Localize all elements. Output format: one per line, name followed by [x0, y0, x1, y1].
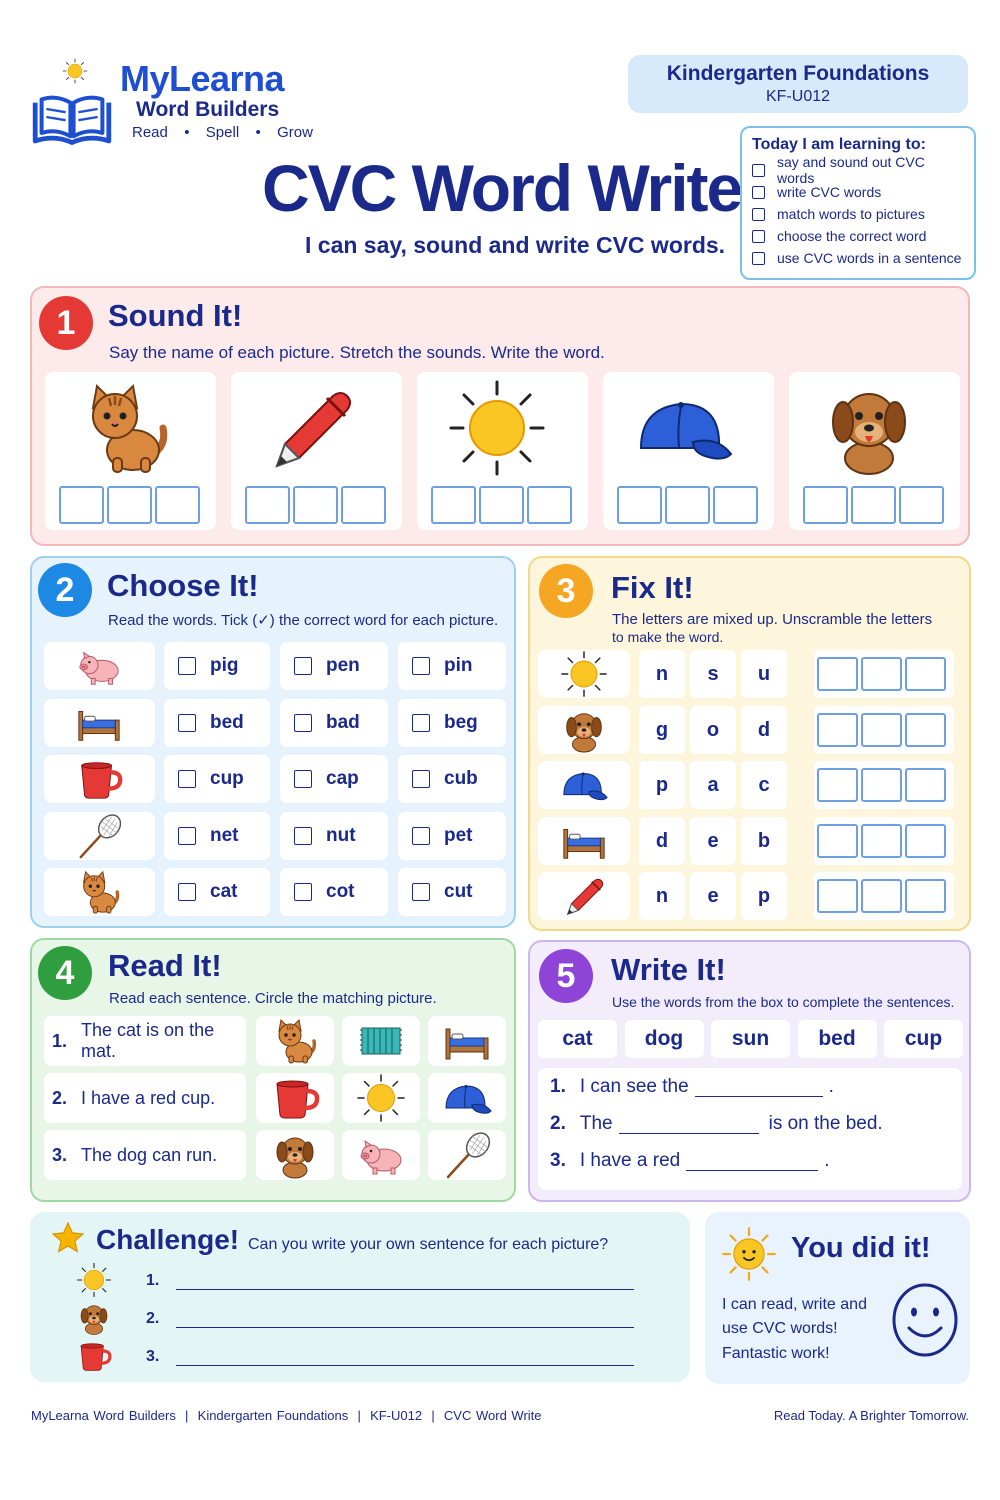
sentence-end: .: [824, 1150, 830, 1171]
letter-box[interactable]: [665, 486, 710, 524]
picture-choice[interactable]: [428, 1130, 506, 1180]
answer-boxes: [814, 761, 954, 809]
sentence: [44, 1130, 246, 1180]
section-choose-it: [30, 556, 516, 928]
letter-box[interactable]: [905, 768, 946, 802]
checkbox[interactable]: [412, 827, 430, 845]
sentence-end: is on the bed.: [768, 1113, 883, 1134]
checkbox[interactable]: [412, 657, 430, 675]
celebration-title: You did it!: [791, 1232, 931, 1264]
picture-card: [44, 812, 155, 860]
smiley-face-icon: [891, 1282, 959, 1358]
letter-box[interactable]: [905, 657, 946, 691]
section-instruction: The letters are mixed up. Unscramble the letters: [612, 611, 933, 628]
option-label: net: [210, 824, 239, 846]
letter-box[interactable]: [155, 486, 200, 524]
scrambled-letter: d: [741, 706, 787, 754]
letter-box[interactable]: [899, 486, 944, 524]
scrambled-letter: o: [690, 706, 736, 754]
brand-logo: [32, 58, 332, 148]
letter-box[interactable]: [817, 824, 858, 858]
letter-box[interactable]: [713, 486, 758, 524]
celebration-panel: [705, 1212, 970, 1384]
section-number: 4: [38, 946, 92, 1000]
letter-box[interactable]: [817, 768, 858, 802]
word-option[interactable]: [164, 699, 270, 747]
checkbox[interactable]: [294, 657, 312, 675]
checkbox[interactable]: [294, 714, 312, 732]
checkbox[interactable]: [178, 770, 196, 788]
checkbox[interactable]: [752, 208, 765, 221]
dog-icon: [76, 1300, 112, 1336]
word-option[interactable]: [280, 868, 388, 916]
picture-card: [603, 372, 774, 530]
section-instruction: Say the name of each picture. Stretch the sounds. Write the word.: [109, 343, 605, 362]
letter-box[interactable]: [817, 879, 858, 913]
pen-icon: [559, 872, 609, 920]
net-icon: [70, 812, 128, 860]
word-bank-item: dog: [625, 1020, 704, 1058]
word-option[interactable]: [280, 755, 388, 803]
section-write-it: [528, 940, 971, 1202]
pig-icon: [70, 642, 128, 690]
open-book-icon: [32, 84, 112, 150]
option-label: pet: [444, 824, 473, 846]
goal-item[interactable]: say and sound out CVC words: [752, 159, 964, 181]
letter-box[interactable]: [479, 486, 524, 524]
sentence: [44, 1073, 246, 1123]
word-option[interactable]: [164, 868, 270, 916]
sentence-end: .: [828, 1076, 834, 1097]
checkbox[interactable]: [752, 252, 765, 265]
word-bank-item: cup: [884, 1020, 963, 1058]
section-number: 3: [539, 564, 593, 618]
answer-blank[interactable]: [695, 1077, 823, 1097]
pen-icon: [255, 378, 367, 478]
course-badge: [628, 55, 968, 113]
cat-icon: [270, 1016, 320, 1066]
section-title: Choose It!: [107, 568, 259, 603]
option-label: bed: [210, 711, 244, 733]
mat-icon: [356, 1016, 406, 1066]
sentence: [44, 1016, 246, 1066]
page-title: CVC Word Write: [262, 151, 742, 225]
word-option[interactable]: [280, 699, 388, 747]
small-sun-icon: [62, 58, 88, 84]
scrambled-letter: s: [690, 650, 736, 698]
goals-heading: Today I am learning to:: [752, 136, 926, 153]
section-instruction: Read the words. Tick (✓) the correct word for each picture.: [108, 612, 499, 629]
word-option[interactable]: [398, 755, 506, 803]
letter-box[interactable]: [617, 486, 662, 524]
section-instruction-cont: to make the word.: [612, 629, 724, 645]
scrambled-letter: p: [741, 872, 787, 920]
answer-blank[interactable]: [686, 1151, 818, 1171]
checkbox[interactable]: [412, 714, 430, 732]
scrambled-letter: c: [741, 761, 787, 809]
bed-icon: [70, 699, 128, 747]
course-code: KF-U012: [765, 88, 831, 105]
picture-choice[interactable]: [256, 1016, 334, 1066]
picture-choice[interactable]: [428, 1016, 506, 1066]
letter-box[interactable]: [803, 486, 848, 524]
cup-icon: [76, 1338, 112, 1374]
scrambled-letter: g: [639, 706, 685, 754]
section-title: Write It!: [611, 952, 726, 987]
checkbox[interactable]: [412, 770, 430, 788]
picture-card: [417, 372, 588, 530]
fill-in-sentence: [550, 1076, 834, 1098]
net-icon: [442, 1130, 492, 1180]
picture-card: [538, 872, 630, 920]
sentence-text: The cat is on the mat.: [81, 1020, 215, 1061]
section-fix-it: [528, 556, 971, 931]
writing-line[interactable]: [176, 1346, 634, 1366]
sun-icon: [441, 378, 553, 478]
challenge-question: Can you write your own sentence for each picture?: [248, 1236, 609, 1253]
scrambled-letter: p: [639, 761, 685, 809]
scrambled-letter: e: [690, 872, 736, 920]
word-option[interactable]: [280, 642, 388, 690]
letter-box[interactable]: [851, 486, 896, 524]
brand-name: MyLearna: [120, 58, 285, 99]
word-option[interactable]: [398, 868, 506, 916]
picture-card: [789, 372, 960, 530]
section-number: 1: [39, 296, 93, 350]
section-sound-it: [30, 286, 970, 546]
letter-box[interactable]: [861, 824, 902, 858]
word-option[interactable]: [164, 755, 270, 803]
section-title: Fix It!: [611, 570, 694, 605]
dog-icon: [559, 706, 609, 754]
bed-icon: [442, 1016, 492, 1066]
fill-in-sentence: [550, 1150, 829, 1172]
word-bank-item: cat: [538, 1020, 617, 1058]
picture-card: [538, 650, 630, 698]
letter-box[interactable]: [59, 486, 104, 524]
scrambled-letter: u: [741, 650, 787, 698]
goal-item[interactable]: write CVC words: [752, 181, 964, 203]
option-label: pig: [210, 655, 239, 676]
scrambled-letter: d: [639, 817, 685, 865]
cap-icon: [442, 1073, 492, 1123]
sentence-start: The: [579, 1113, 613, 1134]
cap-icon: [559, 761, 609, 809]
learning-goals: [740, 126, 976, 280]
option-label: cat: [210, 881, 238, 902]
writing-line[interactable]: [176, 1270, 634, 1290]
sun-icon: [559, 650, 609, 698]
letter-box[interactable]: [905, 879, 946, 913]
word-option[interactable]: [164, 812, 270, 860]
word-option[interactable]: [398, 642, 506, 690]
letter-box[interactable]: [817, 713, 858, 747]
bed-icon: [559, 817, 609, 865]
answer-boxes: [814, 817, 954, 865]
sentence-number: 3.: [550, 1150, 566, 1171]
sentence-start: I have a red: [579, 1150, 681, 1171]
celebration-line: Fantastic work!: [722, 1345, 830, 1362]
sun-icon: [76, 1262, 112, 1298]
cup-icon: [270, 1073, 320, 1123]
letter-box[interactable]: [905, 713, 946, 747]
scrambled-letter: n: [639, 872, 685, 920]
checkbox[interactable]: [294, 883, 312, 901]
writing-line[interactable]: [176, 1308, 634, 1328]
smiling-sun-icon: [721, 1226, 777, 1282]
letter-box[interactable]: [861, 879, 902, 913]
checkbox[interactable]: [294, 770, 312, 788]
picture-choice[interactable]: [342, 1130, 420, 1180]
letter-box[interactable]: [245, 486, 290, 524]
letter-box[interactable]: [905, 824, 946, 858]
picture-choice[interactable]: [428, 1073, 506, 1123]
sentence-number: 2.: [550, 1113, 566, 1134]
scrambled-letter: e: [690, 817, 736, 865]
section-title: Read It!: [108, 948, 222, 983]
celebration-line: use CVC words!: [722, 1320, 838, 1337]
picture-card: [44, 868, 155, 916]
answer-boxes: [814, 872, 954, 920]
checkbox[interactable]: [178, 657, 196, 675]
goal-item[interactable]: use CVC words in a sentence: [752, 247, 964, 269]
letter-box[interactable]: [293, 486, 338, 524]
option-label: cup: [210, 768, 244, 789]
letter-box[interactable]: [527, 486, 572, 524]
word-bank-item: sun: [711, 1020, 790, 1058]
picture-card: [538, 706, 630, 754]
letter-box[interactable]: [861, 768, 902, 802]
checkbox[interactable]: [752, 164, 765, 177]
letter-box[interactable]: [861, 713, 902, 747]
tagline-read: Read: [132, 124, 168, 141]
tagline-grow: Grow: [277, 124, 313, 141]
section-instruction: Read each sentence. Circle the matching picture.: [109, 990, 437, 1007]
letter-box[interactable]: [341, 486, 386, 524]
picture-card: [231, 372, 402, 530]
footer-right: Read Today. A Brighter Tomorrow.: [773, 1408, 969, 1423]
sentence-number: 1.: [52, 1030, 68, 1051]
picture-card: [44, 699, 155, 747]
option-label: bad: [326, 711, 360, 733]
word-option[interactable]: [398, 812, 506, 860]
scrambled-letter: a: [690, 761, 736, 809]
section-instruction: Use the words from the box to complete the sentences.: [612, 994, 955, 1010]
sun-icon: [356, 1073, 406, 1123]
word-bank-item: bed: [798, 1020, 877, 1058]
checkbox[interactable]: [178, 714, 196, 732]
checkbox[interactable]: [178, 827, 196, 845]
course-name: Kindergarten Foundations: [666, 62, 930, 85]
brand-product: Word Builders: [136, 98, 280, 121]
cap-icon: [627, 378, 739, 478]
section-read-it: [30, 938, 516, 1202]
option-label: beg: [444, 711, 478, 733]
challenge-number: 2.: [146, 1310, 160, 1327]
brand-tagline: Read • Spell • Grow: [132, 124, 313, 141]
dog-icon: [813, 378, 925, 478]
scrambled-letter: n: [639, 650, 685, 698]
sentence-text: I have a red cup.: [81, 1087, 216, 1108]
cat-icon: [69, 378, 181, 478]
picture-choice[interactable]: [342, 1016, 420, 1066]
word-option[interactable]: [398, 699, 506, 747]
checkbox[interactable]: [752, 186, 765, 199]
checkbox[interactable]: [178, 883, 196, 901]
checkbox[interactable]: [294, 827, 312, 845]
word-option[interactable]: [280, 812, 388, 860]
option-label: nut: [326, 824, 356, 846]
sentence-number: 1.: [550, 1076, 566, 1097]
option-label: cot: [326, 881, 355, 902]
challenge-panel: [30, 1212, 690, 1382]
cat-icon: [70, 868, 128, 916]
star-icon: [50, 1220, 86, 1256]
footer-left: MyLearna Word Builders | Kindergarten Foundations | KF-U012 | CVC Word Write: [31, 1408, 542, 1423]
scrambled-letter: b: [741, 817, 787, 865]
dog-icon: [270, 1130, 320, 1180]
letter-box[interactable]: [431, 486, 476, 524]
pig-icon: [356, 1130, 406, 1180]
picture-choice[interactable]: [256, 1130, 334, 1180]
challenge-number: 3.: [146, 1348, 160, 1365]
option-label: pin: [444, 655, 473, 676]
picture-card: [44, 642, 155, 690]
checkbox[interactable]: [752, 230, 765, 243]
sentence-number: 3.: [52, 1144, 68, 1165]
goal-item[interactable]: choose the correct word: [752, 225, 964, 247]
challenge-number: 1.: [146, 1272, 160, 1289]
answer-blank[interactable]: [619, 1114, 759, 1134]
option-label: cub: [444, 768, 478, 789]
answer-boxes: [814, 706, 954, 754]
option-label: cut: [444, 881, 473, 902]
fill-in-sentence: [550, 1113, 883, 1135]
letter-box[interactable]: [107, 486, 152, 524]
option-label: cap: [326, 768, 359, 789]
sentence-start: I can see the: [579, 1076, 689, 1097]
challenge-title: Challenge!: [96, 1224, 240, 1255]
picture-choice[interactable]: [256, 1073, 334, 1123]
answer-boxes: [814, 650, 954, 698]
cup-icon: [70, 755, 128, 803]
picture-card: [538, 761, 630, 809]
word-option[interactable]: [164, 642, 270, 690]
letter-box[interactable]: [817, 657, 858, 691]
section-number: 5: [539, 949, 593, 1003]
option-label: pen: [326, 655, 360, 676]
sentence-number: 2.: [52, 1087, 68, 1108]
section-number: 2: [38, 563, 92, 617]
picture-card: [44, 755, 155, 803]
picture-choice[interactable]: [342, 1073, 420, 1123]
picture-card: [538, 817, 630, 865]
section-title: Sound It!: [108, 298, 243, 333]
picture-card: [45, 372, 216, 530]
letter-box[interactable]: [861, 657, 902, 691]
tagline-spell: Spell: [205, 124, 240, 141]
sentence-text: The dog can run.: [81, 1144, 218, 1165]
celebration-line: I can read, write and: [722, 1296, 867, 1313]
goal-item[interactable]: match words to pictures: [752, 203, 964, 225]
page-subtitle: I can say, sound and write CVC words.: [305, 232, 726, 258]
checkbox[interactable]: [412, 883, 430, 901]
